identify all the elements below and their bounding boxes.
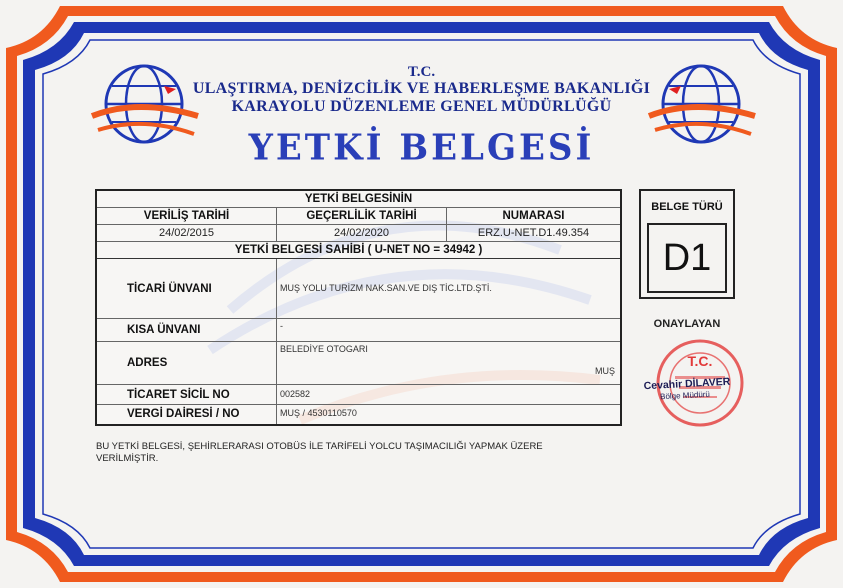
trade-name-label: TİCARİ ÜNVANI xyxy=(97,259,277,318)
trade-registry-value: 002582 xyxy=(280,389,311,399)
holder-title-row xyxy=(97,242,620,259)
tax-office-row xyxy=(97,405,620,424)
tax-office-label: VERGİ DAİRESİ / NO xyxy=(97,405,277,424)
approval-label: ONAYLAYAN xyxy=(653,318,721,330)
short-name-label: KISA ÜNVANI xyxy=(97,319,277,341)
trade-registry-label: TİCARET SİCİL NO xyxy=(97,385,277,404)
document-type-box xyxy=(639,189,735,299)
section-title-row xyxy=(97,191,620,208)
footer-line-1: BU YETKİ BELGESİ, ŞEHİRLERARASI OTOBÜS İLE TARİFELİ YOLCU TAŞIMACILIĞI YAPMAK ÜZERE xyxy=(96,441,543,452)
footer-line-2: VERİLMİŞTİR. xyxy=(96,453,159,464)
address-value: BELEDİYE OTOGARI xyxy=(280,344,368,354)
signer-title: Bölge Müdürü xyxy=(659,389,711,402)
header-valid-date: GEÇERLİLİK TARİHİ xyxy=(277,208,447,224)
dates-row xyxy=(97,225,620,242)
document-type-value: D1 xyxy=(647,223,727,293)
header-number: NUMARASI xyxy=(502,210,565,222)
address-label: ADRES xyxy=(97,342,277,384)
document-title: YETKİ BELGESİ xyxy=(248,127,595,169)
holder-title: YETKİ BELGESİ SAHİBİ ( U-NET NO = 34942 ) xyxy=(234,244,483,256)
issue-date: 24/02/2015 xyxy=(97,225,277,241)
stamp-text: T.C. xyxy=(687,353,713,369)
directorate-name: KARAYOLU DÜZENLEME GENEL MÜDÜRLÜĞÜ xyxy=(231,98,612,115)
certificate-table xyxy=(95,189,622,426)
header-issue-date: VERİLİŞ TARİHİ xyxy=(97,208,277,224)
column-header-row xyxy=(97,208,620,225)
trade-name-value: MUŞ YOLU TURİZM NAK.SAN.VE DIŞ TİC.LTD.ŞTİ. xyxy=(280,283,492,293)
footer-note xyxy=(96,441,616,465)
address-row xyxy=(97,342,620,385)
trade-registry-row xyxy=(97,385,620,405)
tax-office-value: MUŞ / 4530110570 xyxy=(280,408,357,418)
certificate-number: ERZ.U-NET.D1.49.354 xyxy=(477,227,590,239)
signer-name: Cevahir DİLAVER xyxy=(643,375,731,393)
document-type-label: BELGE TÜRÜ xyxy=(651,201,723,213)
header-tc: T.C. xyxy=(407,64,436,80)
valid-date: 24/02/2020 xyxy=(277,225,447,241)
trade-name-row xyxy=(97,259,620,319)
address-city: MUŞ xyxy=(595,366,615,376)
ministry-name: ULAŞTIRMA, DENİZCİLİK VE HABERLEŞME BAKANLIĞI xyxy=(192,80,651,97)
section-title: YETKİ BELGESİNİN xyxy=(304,193,413,205)
short-name-value: - xyxy=(280,321,283,331)
short-name-row xyxy=(97,319,620,342)
